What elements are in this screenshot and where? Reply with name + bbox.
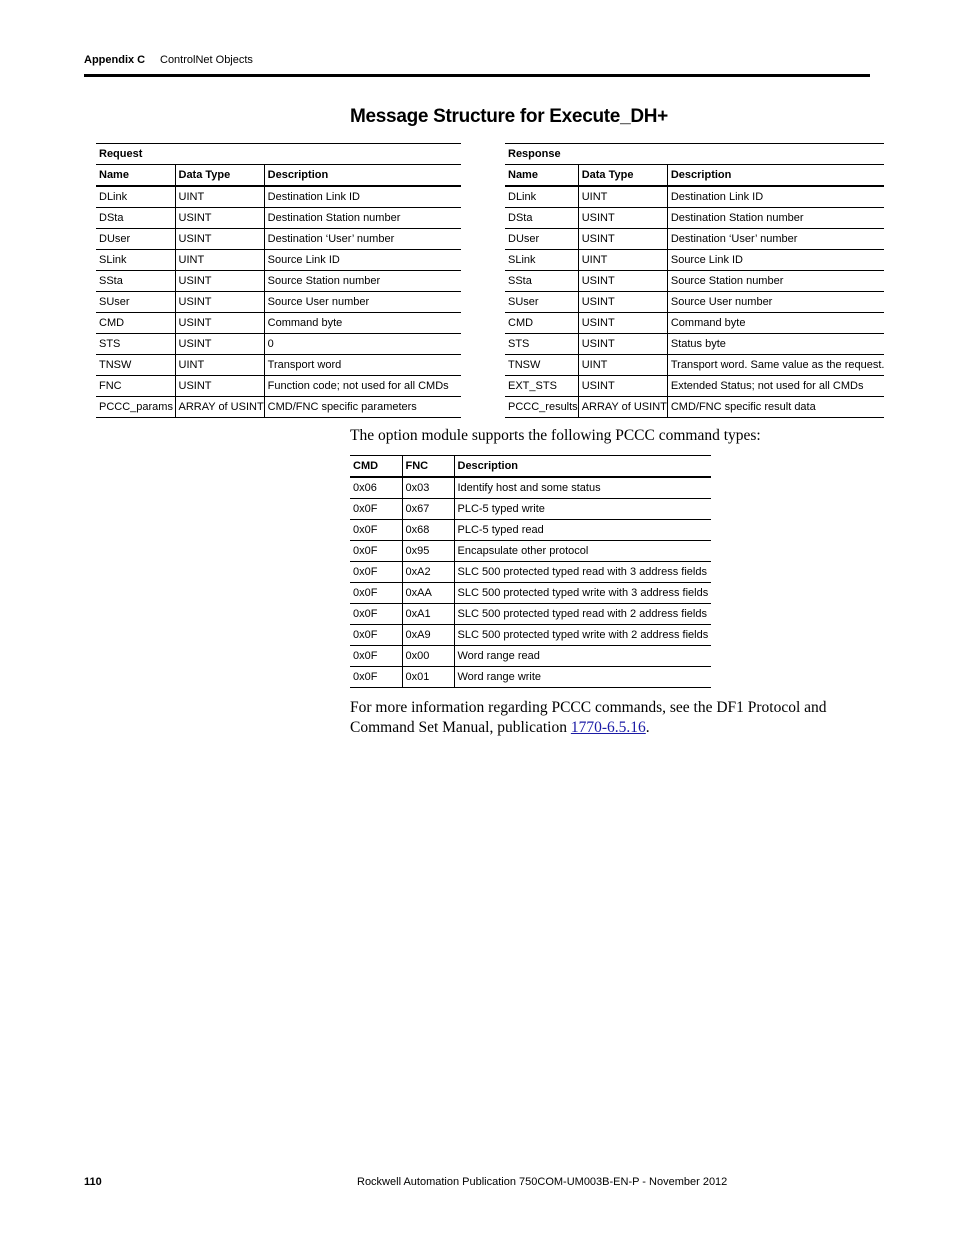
table-cell: STS <box>505 334 578 355</box>
table-cell: SUser <box>505 292 578 313</box>
table-cell: USINT <box>175 376 264 397</box>
table-row <box>96 229 461 250</box>
table-row <box>505 292 884 313</box>
table-cell: USINT <box>175 229 264 250</box>
table-cell: SLC 500 protected typed read with 3 address fields <box>454 562 711 583</box>
table-cell: USINT <box>578 334 667 355</box>
table-cell: Destination ‘User’ number <box>264 229 461 250</box>
column-header: Name <box>96 165 175 187</box>
table-cell: SLC 500 protected typed read with 2 address fields <box>454 604 711 625</box>
table-row <box>350 541 711 562</box>
table-cell: 0x0F <box>350 583 402 604</box>
table-cell: DLink <box>96 186 175 208</box>
column-header: Data Type <box>578 165 667 187</box>
table-cell: Word range read <box>454 646 711 667</box>
table-row <box>505 186 884 208</box>
table-cell: Source Link ID <box>264 250 461 271</box>
table-cell: PCCC_results <box>505 397 578 418</box>
table-cell: Destination Link ID <box>264 186 461 208</box>
table-cell: UINT <box>578 186 667 208</box>
table-cell: 0x01 <box>402 667 454 688</box>
table-row <box>96 250 461 271</box>
table-row <box>350 477 711 499</box>
column-header: CMD <box>350 456 402 478</box>
table-row <box>350 667 711 688</box>
table-row <box>350 583 711 604</box>
table-cell: Destination Link ID <box>667 186 884 208</box>
table-row <box>96 376 461 397</box>
table-cell: 0xAA <box>402 583 454 604</box>
more-info-end: . <box>645 719 650 736</box>
table-cell: Extended Status; not used for all CMDs <box>667 376 884 397</box>
table-row <box>96 271 461 292</box>
table-cell: UINT <box>175 250 264 271</box>
table-cell: 0x0F <box>350 562 402 583</box>
table-cell: Source User number <box>264 292 461 313</box>
table-row <box>505 208 884 229</box>
table-cell: TNSW <box>96 355 175 376</box>
table-cell: SSta <box>505 271 578 292</box>
table-caption-row <box>505 144 884 165</box>
table-cell: FNC <box>96 376 175 397</box>
table-cell: 0 <box>264 334 461 355</box>
table-row <box>96 186 461 208</box>
table-header-row <box>350 456 711 478</box>
table-caption: Response <box>505 144 884 165</box>
table-row <box>505 334 884 355</box>
table-row <box>96 292 461 313</box>
table-cell: Command byte <box>264 313 461 334</box>
table-cell: 0x0F <box>350 541 402 562</box>
table-cell: 0x0F <box>350 667 402 688</box>
table-row <box>96 334 461 355</box>
table-cell: UINT <box>175 186 264 208</box>
table-cell: Identify host and some status <box>454 477 711 499</box>
table-cell: 0x03 <box>402 477 454 499</box>
table-cell: Status byte <box>667 334 884 355</box>
table-cell: PCCC_params <box>96 397 175 418</box>
table-cell: 0x0F <box>350 604 402 625</box>
response-table-body <box>505 144 884 418</box>
command-table-body <box>350 456 711 688</box>
table-cell: 0x00 <box>402 646 454 667</box>
running-header <box>84 53 869 67</box>
intro-paragraph: The option module supports the following PCCC command types: <box>350 427 761 444</box>
table-row <box>505 397 884 418</box>
table-cell: STS <box>96 334 175 355</box>
table-row <box>350 499 711 520</box>
page-number: 110 <box>84 1176 102 1188</box>
table-cell: SUser <box>96 292 175 313</box>
table-cell: 0x0F <box>350 499 402 520</box>
table-cell: Source Link ID <box>667 250 884 271</box>
table-cell: UINT <box>175 355 264 376</box>
table-cell: CMD/FNC specific parameters <box>264 397 461 418</box>
table-cell: SSta <box>96 271 175 292</box>
table-cell: ARRAY of USINT <box>578 397 667 418</box>
table-cell: SLink <box>96 250 175 271</box>
table-header-row <box>505 165 884 187</box>
table-cell: SLC 500 protected typed write with 2 address fields <box>454 625 711 646</box>
column-header: FNC <box>402 456 454 478</box>
table-header-row <box>96 165 461 187</box>
column-header: Description <box>264 165 461 187</box>
table-cell: SLink <box>505 250 578 271</box>
table-cell: DUser <box>96 229 175 250</box>
table-row <box>350 625 711 646</box>
column-header: Description <box>454 456 711 478</box>
table-cell: CMD <box>505 313 578 334</box>
table-row <box>505 313 884 334</box>
table-cell: Transport word <box>264 355 461 376</box>
table-row <box>96 313 461 334</box>
table-cell: USINT <box>578 229 667 250</box>
table-cell: 0x95 <box>402 541 454 562</box>
table-row <box>96 208 461 229</box>
column-header: Description <box>667 165 884 187</box>
table-row <box>96 355 461 376</box>
appendix-label: Appendix C <box>84 54 146 66</box>
more-info-text: For more information regarding PCCC commands, see the DF1 Protocol and Command Set Manual, publication <box>350 699 827 736</box>
table-cell: DLink <box>505 186 578 208</box>
table-cell: Function code; not used for all CMDs <box>264 376 461 397</box>
table-cell: CMD/FNC specific result data <box>667 397 884 418</box>
table-cell: 0xA2 <box>402 562 454 583</box>
header-rule <box>84 74 870 77</box>
table-cell: EXT_STS <box>505 376 578 397</box>
table-cell: DUser <box>505 229 578 250</box>
more-info-paragraph <box>350 698 870 738</box>
table-cell: 0x68 <box>402 520 454 541</box>
table-cell: 0x06 <box>350 477 402 499</box>
table-cell: USINT <box>578 376 667 397</box>
table-cell: USINT <box>578 313 667 334</box>
table-row <box>505 271 884 292</box>
table-cell: USINT <box>578 271 667 292</box>
publication-footer: Rockwell Automation Publication 750COM-UM003B-EN-P - November 2012 <box>357 1176 728 1188</box>
table-row <box>350 562 711 583</box>
command-table <box>350 455 711 688</box>
table-row <box>505 376 884 397</box>
publication-link[interactable]: 1770-6.5.16 <box>570 719 646 736</box>
table-cell: TNSW <box>505 355 578 376</box>
column-header: Data Type <box>175 165 264 187</box>
table-cell: Encapsulate other protocol <box>454 541 711 562</box>
table-cell: UINT <box>578 250 667 271</box>
table-cell: Word range write <box>454 667 711 688</box>
table-cell: DSta <box>505 208 578 229</box>
table-cell: USINT <box>578 208 667 229</box>
request-table <box>96 143 461 418</box>
table-row <box>505 229 884 250</box>
table-row <box>96 397 461 418</box>
table-cell: 0x0F <box>350 646 402 667</box>
table-row <box>505 250 884 271</box>
table-row <box>505 355 884 376</box>
table-cell: 0x0F <box>350 625 402 646</box>
table-cell: Source Station number <box>264 271 461 292</box>
column-header: Name <box>505 165 578 187</box>
response-table <box>505 143 884 418</box>
table-cell: USINT <box>175 334 264 355</box>
table-cell: Transport word. Same value as the request. <box>667 355 884 376</box>
table-cell: Destination Station number <box>667 208 884 229</box>
table-cell: Destination Station number <box>264 208 461 229</box>
request-table-body <box>96 144 461 418</box>
table-caption-row <box>96 144 461 165</box>
chapter-title: ControlNet Objects <box>160 54 253 66</box>
table-cell: DSta <box>96 208 175 229</box>
table-cell: USINT <box>175 313 264 334</box>
table-cell: 0x67 <box>402 499 454 520</box>
table-cell: Destination ‘User’ number <box>667 229 884 250</box>
table-row <box>350 646 711 667</box>
table-row <box>350 604 711 625</box>
table-cell: 0xA9 <box>402 625 454 646</box>
table-cell: USINT <box>175 208 264 229</box>
table-cell: USINT <box>175 271 264 292</box>
table-caption: Request <box>96 144 461 165</box>
table-cell: SLC 500 protected typed write with 3 address fields <box>454 583 711 604</box>
table-row <box>350 520 711 541</box>
table-cell: 0xA1 <box>402 604 454 625</box>
table-cell: PLC-5 typed read <box>454 520 711 541</box>
table-cell: Command byte <box>667 313 884 334</box>
table-cell: Source User number <box>667 292 884 313</box>
section-title: Message Structure for Execute_DH+ <box>350 106 668 127</box>
table-cell: USINT <box>175 292 264 313</box>
table-cell: Source Station number <box>667 271 884 292</box>
table-cell: PLC-5 typed write <box>454 499 711 520</box>
table-cell: CMD <box>96 313 175 334</box>
table-cell: 0x0F <box>350 520 402 541</box>
table-cell: ARRAY of USINT <box>175 397 264 418</box>
table-cell: USINT <box>578 292 667 313</box>
table-cell: UINT <box>578 355 667 376</box>
